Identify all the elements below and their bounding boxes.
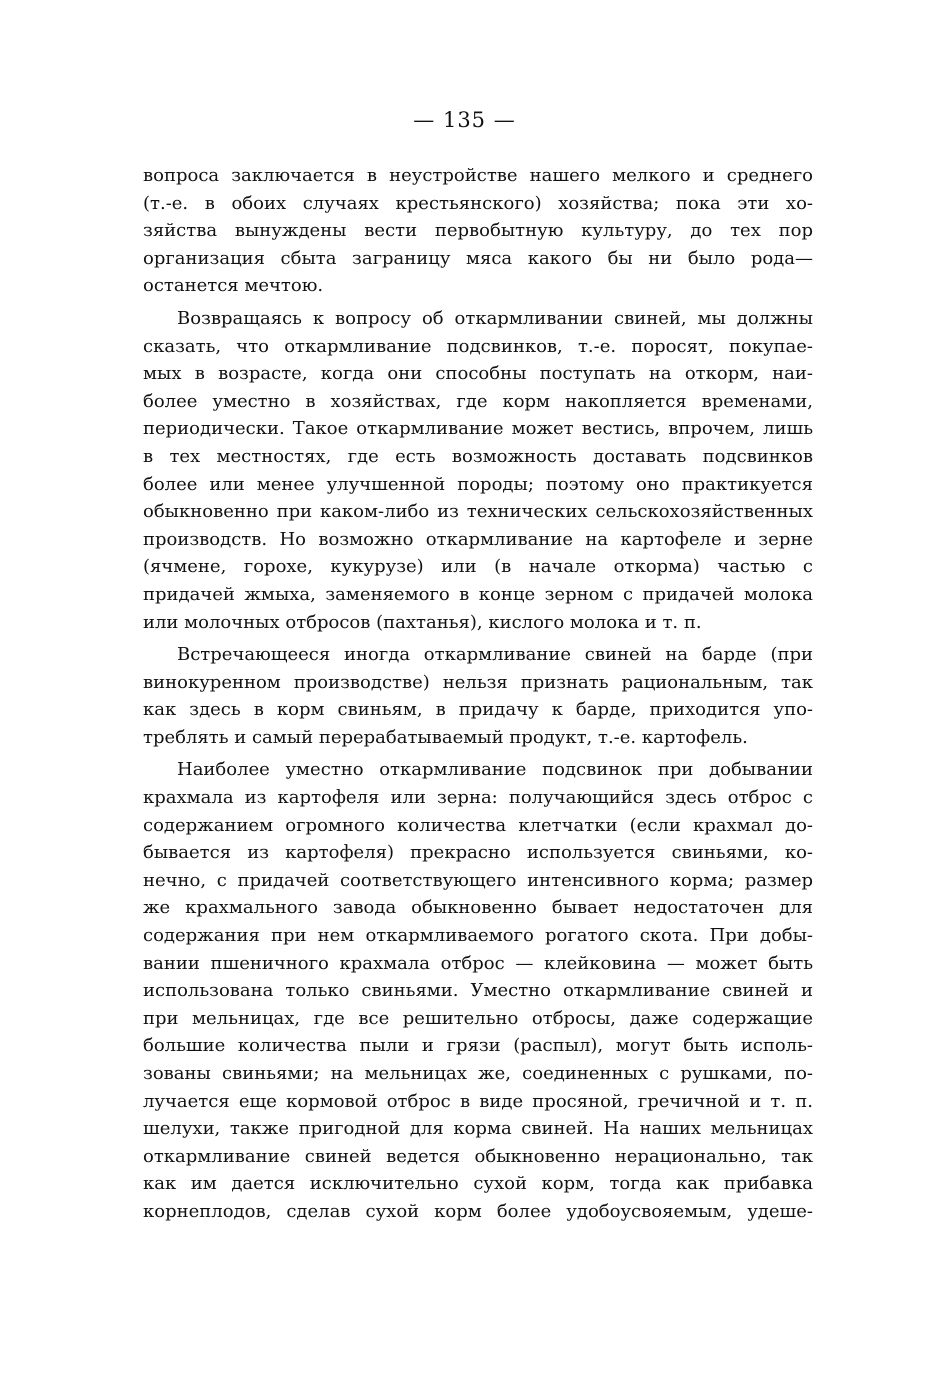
text-line: более уместно в хозяйствах, где корм накопляется временами, bbox=[143, 390, 813, 412]
text-line: мых в возрасте, когда они способны поступать на откорм, наи- bbox=[143, 363, 813, 385]
text-line: бывается из картофеля) прекрасно используется свиньями, ко- bbox=[143, 842, 813, 864]
paragraph-1 bbox=[143, 162, 813, 300]
text-line: шелухи, также пригодной для корма свиней. На наших мельницах bbox=[143, 1118, 813, 1140]
text-line: содержания при нем откармливаемого рогатого скота. При добы- bbox=[143, 925, 813, 947]
page-number: — 135 — bbox=[413, 108, 516, 132]
text-line: организация сбыта заграницу мяса какого бы ни было рода— bbox=[143, 247, 813, 269]
paragraph-4 bbox=[143, 756, 813, 1225]
text-line: сказать, что откармливание подсвинков, т.-е. поросят, покупае- bbox=[143, 335, 813, 357]
text-line: (ячмене, горохе, кукурузе) или (в начале откорма) частью с bbox=[143, 556, 813, 578]
text-line: же крахмального завода обыкновенно бывает недостаточен для bbox=[143, 897, 813, 919]
text-line: или молочных отбросов (пахтанья), кислого молока и т. п. bbox=[143, 611, 702, 633]
text-line: как им дается исключительно сухой корм, тогда как прибавка bbox=[143, 1173, 813, 1195]
text-line: лучается еще кормовой отброс в виде просяной, гречичной и т. п. bbox=[143, 1090, 813, 1112]
text-line: производств. Но возможно откармливание на картофеле и зерне bbox=[143, 528, 813, 550]
text-line: треблять и самый перерабатываемый продукт, т.-е. картофель. bbox=[143, 726, 748, 748]
text-line: обыкновенно при каком-либо из технических сельскохозяйственных bbox=[143, 501, 813, 523]
text-line: Возвращаясь к вопросу об откармливании свиней, мы должны bbox=[177, 307, 813, 329]
text-line: в тех местностях, где есть возможность доставать подсвинков bbox=[143, 445, 813, 467]
text-line: зяйства вынуждены вести первобытную культуру, до тех пор bbox=[143, 220, 813, 242]
text-line: (т.-е. в обоих случаях крестьянского) хозяйства; пока эти хо- bbox=[143, 192, 813, 214]
text-line: откармливание свиней ведется обыкновенно нерационально, так bbox=[143, 1145, 813, 1167]
text-line: вопроса заключается в неустройстве нашего мелкого и среднего bbox=[143, 165, 813, 186]
text-line: винокуренном производстве) нельзя признать рациональным, так bbox=[143, 671, 813, 693]
text-line: корнеплодов, сделав сухой корм более удобоусвояемым, удеше- bbox=[143, 1200, 813, 1222]
text-line: останется мечтою. bbox=[143, 275, 324, 297]
text-line: нечно, с придачей соответствующего интенсивного корма; размер bbox=[143, 869, 813, 891]
paragraph-3 bbox=[143, 641, 813, 751]
text-line: вании пшеничного крахмала отброс — клейковина — может быть bbox=[143, 952, 813, 974]
text-line: как здесь в корм свиньям, в придачу к барде, приходится упо- bbox=[143, 699, 813, 721]
text-line: периодически. Такое откармливание может вестись, впрочем, лишь bbox=[143, 418, 813, 440]
text-line: более или менее улучшенной породы; поэтому оно практикуется bbox=[143, 473, 813, 495]
text-line: придачей жмыха, заменяемого в конце зерном с придачей молока bbox=[143, 583, 813, 605]
text-line: большие количества пыли и грязи (распыл), могут быть исполь- bbox=[143, 1035, 813, 1057]
text-line: зованы свиньями; на мельницах же, соединенных с рушками, по- bbox=[143, 1063, 813, 1084]
text-line: при мельницах, где все решительно отбросы, даже содержащие bbox=[143, 1007, 813, 1029]
text-line: Наиболее уместно откармливание подсвинок при добывании bbox=[177, 759, 813, 781]
body-text bbox=[143, 162, 813, 1231]
text-line: использована только свиньями. Уместно откармливание свиней и bbox=[143, 980, 813, 1002]
text-line: крахмала из картофеля или зерна: получающийся здесь отброс с bbox=[143, 787, 813, 809]
text-line: содержанием огромного количества клетчатки (если крахмал до- bbox=[143, 814, 813, 836]
paragraph-2 bbox=[143, 305, 813, 636]
text-line: Встречающееся иногда откармливание свиней на барде (при bbox=[177, 644, 813, 666]
